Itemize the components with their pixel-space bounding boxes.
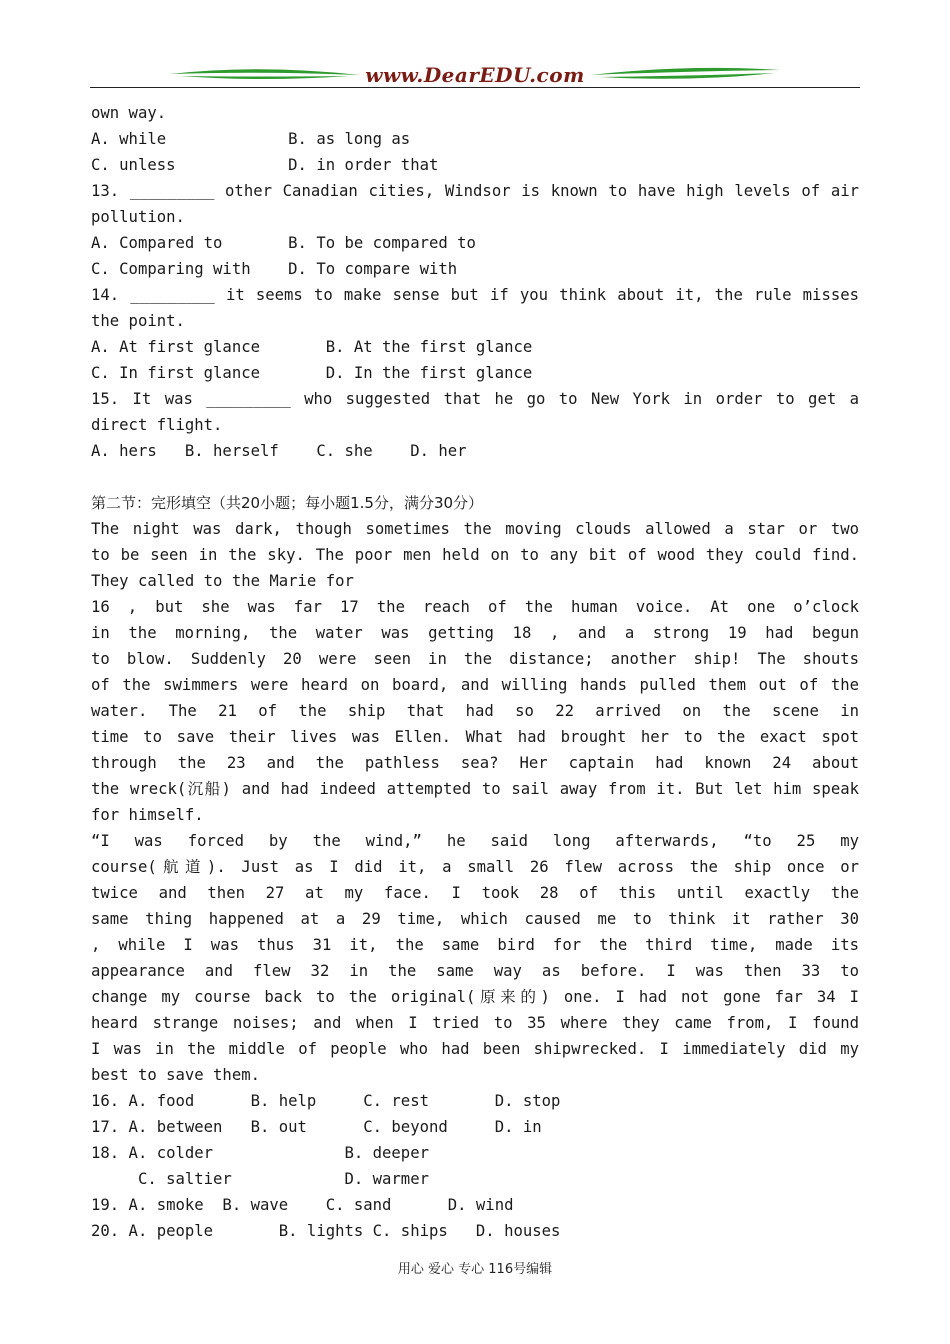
text-line: to blow. Suddenly 20 were seen in the distance; another ship! The shouts [91, 650, 859, 668]
text-line: A. hers B. herself C. she D. her [91, 442, 467, 460]
text-line: to be seen in the sky. The poor men held on to any bit of wood they could find. [91, 546, 859, 564]
text-line: 13. _________ other Canadian cities, Windsor is known to have high levels of air [91, 182, 859, 200]
text-line: 15. It was _________ who suggested that he go to New York in order to get a [91, 390, 859, 408]
section-heading: 第二节：完形填空（共20小题；每小题1.5分，满分30分） [91, 494, 484, 512]
text-line: They called to the Marie for [91, 572, 354, 590]
header-rule [90, 87, 860, 88]
text-line: A. while B. as long as [91, 130, 411, 148]
page-header [90, 62, 860, 92]
text-line: C. saltier D. warmer [91, 1170, 429, 1188]
text-line: of the swimmers were heard on board, and willing hands pulled them out of the [91, 676, 859, 694]
text-line: course(航道). Just as I did it, a small 26 flew across the ship once or [91, 858, 859, 876]
text-line: in the morning, the water was getting 18 , and a strong 19 had begun [91, 624, 859, 642]
text-line: change my course back to the original(原来的) one. I had not gone far 34 I [91, 988, 859, 1006]
text-line: 20. A. people B. lights C. ships D. houses [91, 1222, 561, 1240]
text-line: twice and then 27 at my face. I took 28 of this until exactly the [91, 884, 859, 902]
text-line: the point. [91, 312, 185, 330]
text-line: heard strange noises; and when I tried to 35 where they came from, I found [91, 1014, 859, 1032]
text-line: A. At first glance B. At the first glance [91, 338, 533, 356]
text-line: C. In first glance D. In the first glance [91, 364, 533, 382]
text-line: 16. A. food B. help C. rest D. stop [91, 1092, 561, 1110]
text-line: for himself. [91, 806, 204, 824]
text-line: appearance and flew 32 in the same way as before. I was then 33 to [91, 962, 859, 980]
text-line: “I was forced by the wind,” he said long afterwards, “to 25 my [91, 832, 859, 850]
text-line: C. unless D. in order that [91, 156, 439, 174]
text-line: best to save them. [91, 1066, 260, 1084]
text-line: time to save their lives was Ellen. What had brought her to the exact spot [91, 728, 859, 746]
page-footer: 用心 爱心 专心 116号编辑 [397, 1262, 553, 1277]
text-line: C. Comparing with D. To compare with [91, 260, 458, 278]
text-line: , while I was thus 31 it, the same bird for the third time, made its [91, 936, 859, 954]
text-line: 14. _________ it seems to make sense but if you think about it, the rule misses [91, 286, 859, 304]
text-line: 19. A. smoke B. wave C. sand D. wind [91, 1196, 514, 1214]
text-line: pollution. [91, 208, 185, 226]
text-line: 18. A. colder B. deeper [91, 1144, 429, 1162]
text-line: 16 , but she was far 17 the reach of the human voice. At one o’clock [91, 598, 859, 616]
blank-line [91, 464, 859, 490]
text-line: the wreck(沉船) and had indeed attempted to sail away from it. But let him speak [91, 780, 859, 798]
text-line: 17. A. between B. out C. beyond D. in [91, 1118, 542, 1136]
text-line: A. Compared to B. To be compared to [91, 234, 476, 252]
text-line: direct flight. [91, 416, 223, 434]
text-line: through the 23 and the pathless sea? Her captain had known 24 about [91, 754, 859, 772]
text-line: water. The 21 of the ship that had so 22 arrived on the scene in [91, 702, 859, 720]
text-line: same thing happened at a 29 time, which caused me to think it rather 30 [91, 910, 859, 928]
text-line: own way. [91, 104, 167, 122]
document-body [91, 100, 859, 1244]
text-line: I was in the middle of people who had been shipwrecked. I immediately did my [91, 1040, 859, 1058]
text-line: The night was dark, though sometimes the moving clouds allowed a star or two [91, 520, 859, 538]
site-name: www.DearEDU.com [365, 63, 585, 87]
